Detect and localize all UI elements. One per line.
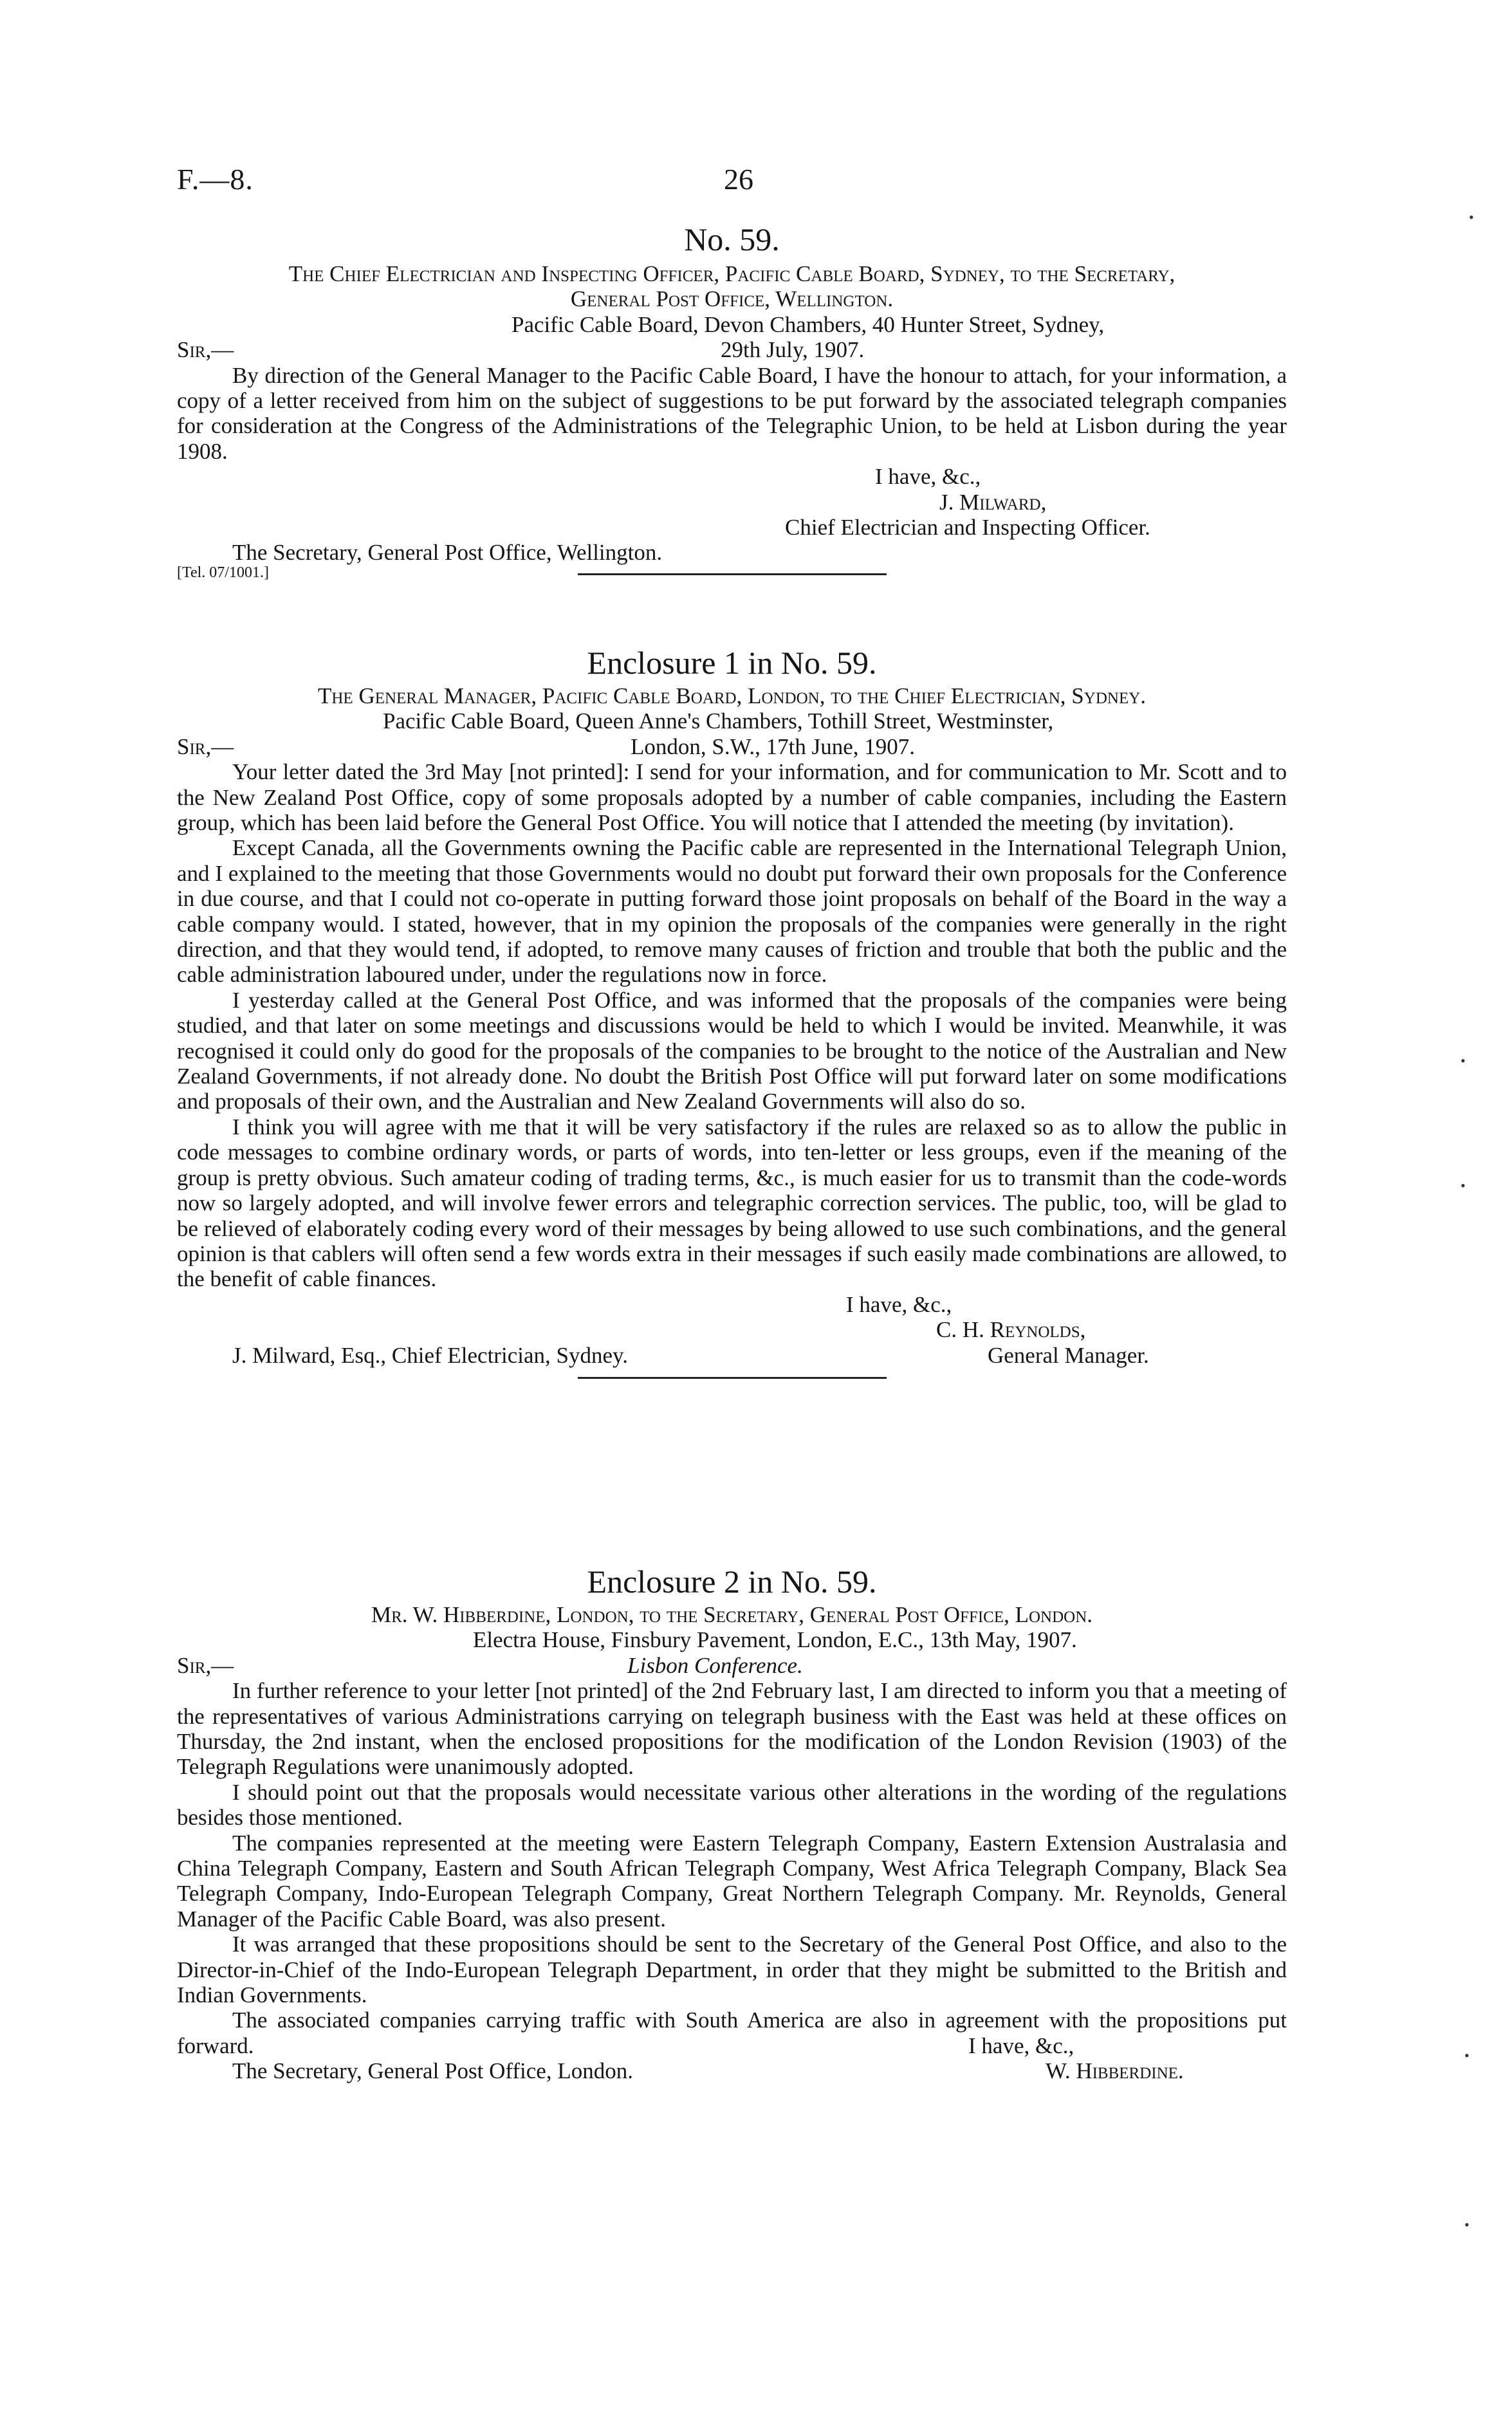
enclosure-2-salutation-row — [177, 1653, 1287, 1678]
letter-59-sig-title-row — [177, 515, 1287, 540]
document-reference: F.—8. — [177, 163, 254, 196]
enclosure-1-signature-title: General Manager. — [988, 1342, 1149, 1368]
enclosure-1 — [177, 643, 1287, 1379]
enclosure-2-last-paragraph: The associated companies carrying traffic with South America are also in agreement with the propositions put forward. — [177, 2008, 1287, 2058]
section-divider — [578, 1377, 887, 1379]
enclosure-2-paragraph: It was arranged that these propositions should be sent to the Secretary of the General Post Office, and also to the Director-in-Chief of the Indo-European Telegraph Department, in order that they might be submitted to the British and Indian Governments. — [177, 1932, 1287, 2008]
letter-59-closing: I have, &c., — [875, 464, 981, 490]
enclosure-1-paragraph: Your letter dated the 3rd May [not printed]: I send for your information, and for communication to Mr. Scott and to the New Zealand Post Office, copy of some proposals adopted by a number of cable companies, including the Eastern group, which has been laid before the General Post Office. You will notice that I attended the meeting (by invitation). — [177, 759, 1287, 835]
letter-59-salutation-row — [177, 337, 1287, 362]
letter-59-signature: J. Milward, — [939, 489, 1047, 515]
enclosure-1-addressee: J. Milward, Esq., Chief Electrician, Sydney. — [232, 1342, 628, 1368]
margin-speck: • — [1464, 2217, 1470, 2233]
enclosure-1-address: Pacific Cable Board, Queen Anne's Chambers, Tothill Street, Westminster, — [383, 708, 1054, 734]
enclosure-1-paragraph: I yesterday called at the General Post Office, and was informed that the proposals of the companies were being studied, and that later on some meetings and discussions would be held to which I would be invited. Meanwhile, it was recognised it could only do good for the proposals of the companies to be brought to the notice of the Australian and New Zealand Governments, if not already done. No doubt the British Post Office will put forward later on some modifications and proposals of their own, and the Australian and New Zealand Governments will also do so. — [177, 987, 1287, 1114]
margin-speck: • — [1469, 209, 1474, 225]
enclosure-2-title: Mr. W. Hibberdine, London, to the Secretary, General Post Office, London. — [371, 1602, 1093, 1627]
letter-59-signature-title: Chief Electrician and Inspecting Officer. — [785, 515, 1150, 540]
page-number: 26 — [724, 163, 753, 196]
enclosure-1-address-date: London, S.W., 17th June, 1907. — [631, 734, 916, 759]
letter-59-title-line1: The Chief Electrician and Inspecting Officer, Pacific Cable Board, Sydney, to the Secretary, — [288, 261, 1175, 286]
letter-59-addressee-row — [177, 540, 1287, 565]
enclosure-2-paragraph: I should point out that the proposals would necessitate various other alterations in the wording of the regulations besides those mentioned. — [177, 1779, 1287, 1831]
enclosure-2-salutation: Sir,— — [177, 1652, 234, 1678]
enclosure-1-addressee-row — [177, 1343, 1287, 1368]
enclosure-2-closing: I have, &c., — [968, 2033, 1074, 2058]
letter-59-title-line2: General Post Office, Wellington. — [570, 286, 894, 312]
letter-59-address: Pacific Cable Board, Devon Chambers, 40 Hunter Street, Sydney, — [512, 311, 1105, 337]
enclosure-1-salutation-row — [177, 734, 1287, 759]
enclosure-2-subject: Lisbon Conference. — [627, 1652, 803, 1678]
letter-59-file-ref: [Tel. 07/1001.] — [177, 564, 269, 581]
margin-speck: • — [1461, 1177, 1466, 1194]
margin-speck: • — [1464, 2047, 1470, 2063]
letter-59-heading: No. 59. — [684, 221, 780, 257]
enclosure-1-salutation: Sir,— — [177, 734, 234, 759]
enclosure-1-signature-row — [177, 1317, 1287, 1342]
enclosure-1-heading: Enclosure 1 in No. 59. — [587, 645, 877, 681]
enclosure-2 — [177, 1562, 1287, 2084]
enclosure-1-paragraph: I think you will agree with me that it will be very satisfactory if the rules are relaxed so as to allow the public in code messages to combine ordinary words, or parts of words, into ten-letter or less groups, even if the meaning of the group is pretty obvious. Such amateur coding of trading terms, &c., is much easier for us to transmit than the code-words now so largely adopted, and will involve fewer errors and telegraphic correction services. The public, too, will be glad to be relieved of elaborately coding every word of their messages by being allowed to use such combinations, and the general opinion is that cablers will often send a few words extra in their messages if such easily made combinations are allowed, to the benefit of cable finances. — [177, 1114, 1287, 1292]
enclosure-2-addressee-row — [177, 2058, 1287, 2083]
enclosure-1-closing: I have, &c., — [846, 1291, 952, 1317]
letter-59 — [177, 220, 1287, 581]
letter-59-address-row — [177, 312, 1287, 337]
section-divider — [578, 573, 887, 575]
enclosure-2-heading: Enclosure 2 in No. 59. — [587, 1564, 877, 1600]
letter-59-closing-row — [177, 464, 1287, 489]
enclosure-1-address-row — [177, 708, 1287, 734]
margin-speck: • — [1461, 1053, 1466, 1069]
enclosure-2-paragraph: The companies represented at the meeting were Eastern Telegraph Company, Eastern Extension Australasia and China Telegraph Company, Eastern and South African Telegraph Company, West Africa Telegraph Company, Black Sea Telegraph Company, Indo-European Telegraph Company, Great Northern Telegraph Company. Mr. Reynolds, General Manager of the Pacific Cable Board, was also present. — [177, 1830, 1287, 1932]
letter-59-salutation: Sir,— — [177, 337, 234, 363]
enclosure-1-title: The General Manager, Pacific Cable Board, London, to the Chief Electrician, Sydney. — [317, 683, 1147, 708]
enclosure-2-closing-row — [177, 2033, 1287, 2058]
enclosure-2-signature: W. Hibberdine. — [1046, 2058, 1184, 2084]
enclosure-2-addressee: The Secretary, General Post Office, London. — [232, 2058, 633, 2084]
enclosure-1-paragraph: Except Canada, all the Governments owning the Pacific cable are represented in the International Telegraph Union, and I explained to the meeting that those Governments would no doubt put forward their own proposals for the Conference in due course, and that I could not co-operate in putting forward those joint proposals on behalf of the Board in the way a cable company would. I stated, however, that in my opinion the proposals of the companies were generally in the right direction, and that they would tend, if adopted, to remove many causes of friction and trouble that both the public and the cable administration laboured under, under the regulations now in force. — [177, 835, 1287, 988]
letter-59-date: 29th July, 1907. — [721, 337, 865, 363]
enclosure-2-paragraph: In further reference to your letter [not printed] of the 2nd February last, I am directed to inform you that a meeting of the representatives of various Administrations carrying on telegraph business with the East was held at these offices on Thursday, the 2nd instant, when the enclosed propositions for the modification of the London Revision (1903) of the Telegraph Regulations were unanimously adopted. — [177, 1678, 1287, 1780]
enclosure-1-signature: C. H. Reynolds, — [936, 1317, 1086, 1343]
enclosure-2-address-row — [177, 1627, 1287, 1652]
letter-59-signature-row — [177, 490, 1287, 515]
enclosure-1-closing-row — [177, 1292, 1287, 1317]
letter-59-addressee: The Secretary, General Post Office, Wellington. — [232, 540, 663, 566]
enclosure-2-address: Electra House, Finsbury Pavement, London, E.C., 13th May, 1907. — [473, 1627, 1077, 1653]
letter-59-body: By direction of the General Manager to the Pacific Cable Board, I have the honour to attach, for your information, a copy of a letter received from him on the subject of suggestions to be put forward by the associated telegraph companies for consideration at the Congress of the Administrations of the Telegraphic Union, to be held at Lisbon during the year 1908. — [177, 362, 1287, 464]
